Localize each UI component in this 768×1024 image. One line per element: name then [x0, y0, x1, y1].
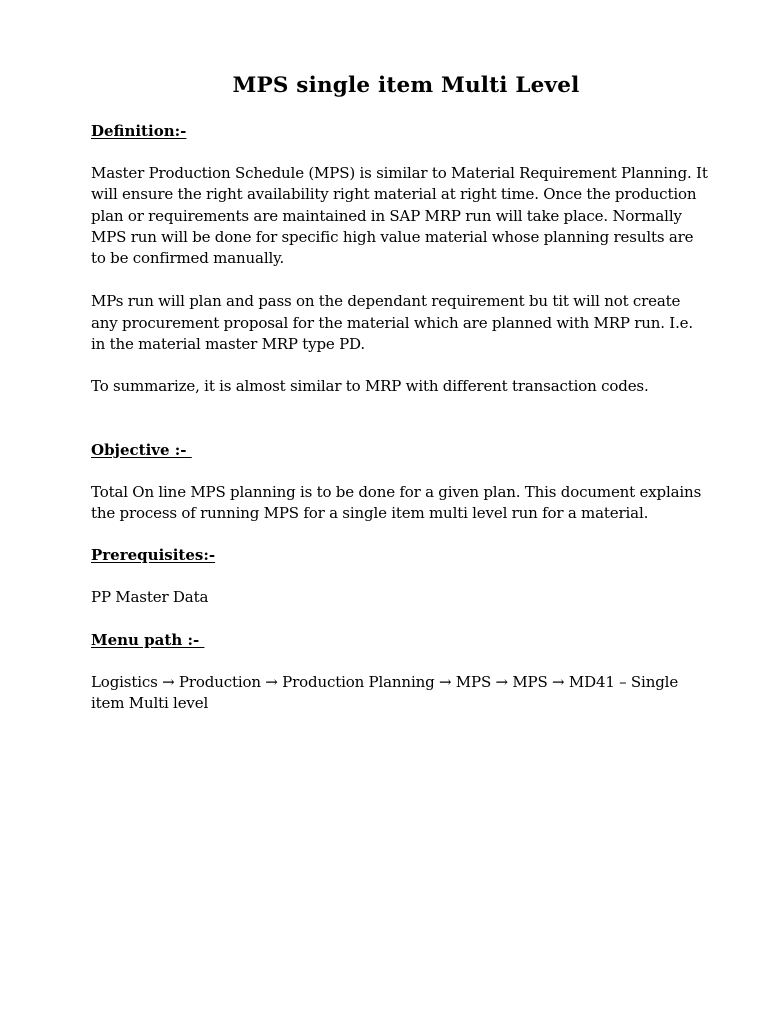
objective-paragraph: Total On line MPS planning is to be done for a given plan. This document explains the process of running MPS for a single item multi level run for a material. [91, 482, 702, 522]
document-body [91, 70, 711, 714]
document-title: MPS single item Multi Level [232, 73, 580, 98]
definition-paragraph-3: To summarize, it is almost similar to MRP with different transaction codes. [91, 377, 649, 396]
definition-paragraph-2: MPs run will plan and pass on the dependant requirement bu tit will not create any procurement proposal for the material which are planned with MRP run. I.e. in the material master MRP type PD. [91, 292, 694, 354]
prerequisites-paragraph: PP Master Data [91, 588, 209, 607]
menu-path-paragraph: Logistics → Production → Production Planning → MPS → MPS → MD41 – Single item Multi level [91, 672, 679, 712]
definition-paragraph-1: Master Production Schedule (MPS) is similar to Material Requirement Planning. It will ensure the right availability right material at right time. Once the production plan or requirements are maintained in SAP MRP run will take place. Normally MPS run will be done for specific high value material whose planning results are to be confirmed manually. [91, 164, 708, 268]
prerequisites-heading: Prerequisites:- [91, 546, 216, 565]
definition-heading: Definition:- [91, 122, 187, 140]
objective-heading: Objective :- [91, 440, 192, 459]
menu-path-heading: Menu path :- [91, 630, 205, 649]
